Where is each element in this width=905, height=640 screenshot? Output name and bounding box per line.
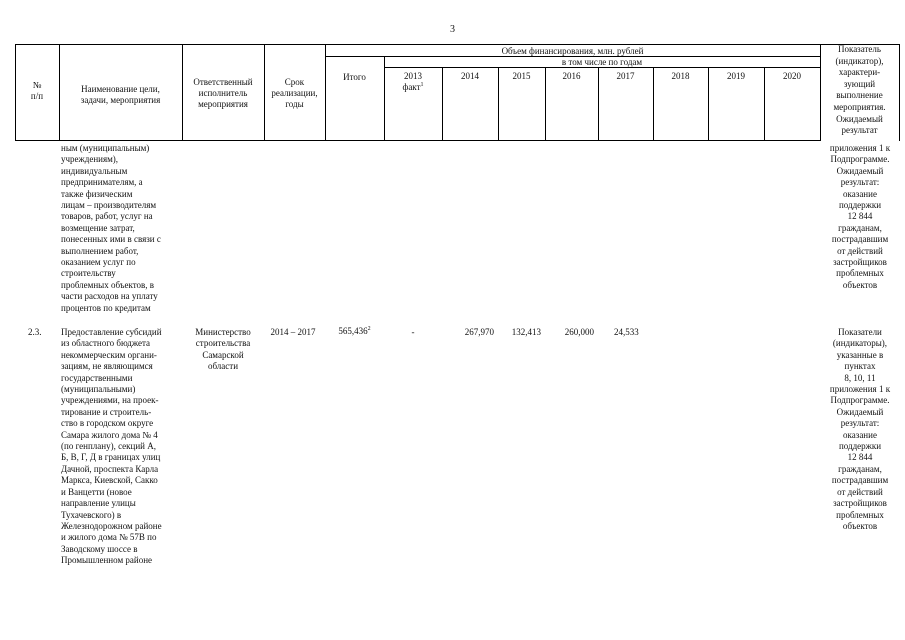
header-year-2013 bbox=[384, 71, 442, 93]
row-2-3-2014: 267,970 bbox=[464, 327, 494, 337]
header-year-2017: 2017 bbox=[616, 71, 635, 81]
header-term: Срок реализации, годы bbox=[271, 77, 318, 109]
row-2-3-2015: 132,413 bbox=[511, 327, 541, 337]
header-year-2015: 2015 bbox=[512, 71, 531, 81]
row-2-3-2016: 260,000 bbox=[564, 327, 594, 337]
header-number: № п/п bbox=[30, 80, 44, 101]
header-indicator: Показатель (индикатор), характери- зующий выполнение мероприятия. Ожидаемый результат bbox=[833, 44, 886, 136]
page-number: 3 bbox=[450, 24, 455, 35]
row-2-3-term: 2014 – 2017 bbox=[270, 327, 316, 337]
header-year-2019: 2019 bbox=[727, 71, 745, 81]
row-2-3-total-footnote: 2 bbox=[367, 326, 371, 332]
row-continued-indicator: приложения 1 к Подпрограмме. Ожидаемый результат: оказание поддержки 12 844 гражданам, пострадавшим от действий застройщиков проблемных объектов bbox=[829, 143, 891, 290]
header-funding-title: Объем финансирования, млн. рублей bbox=[501, 46, 644, 56]
row-2-3-total-value: 565,436 bbox=[338, 326, 368, 336]
header-year-2018: 2018 bbox=[671, 71, 690, 81]
row-2-3-executor: Министерство строительства Самарской области bbox=[195, 327, 251, 372]
year-2013-footnote: 1 bbox=[420, 82, 424, 88]
header-by-years: в том числе по годам bbox=[561, 57, 643, 67]
row-2-3-name: Предоставление субсидий из областного бюджета некоммерческим органи- зациям, не являющимся государственными (муниципальными) учреждениями, на проек- тирование и строитель- ство в городском округе Самара жилого дома № 4 (по генплану), секций А, Б, В, Г, Д в границах улиц Дачной, проспекта Карла Маркса, Киевской, Сакко и Ванцетти (новое направление улицы Тухачевского) в Железнодорожном районе и жилого дома № 57В по Заводскому шоссе в Промышленном районе bbox=[61, 327, 162, 566]
row-2-3-total bbox=[325, 326, 384, 337]
header-year-2014: 2014 bbox=[461, 71, 479, 81]
header-year-2016: 2016 bbox=[562, 71, 581, 81]
header-executor: Ответственный исполнитель мероприятия bbox=[193, 77, 253, 109]
header-name: Наименование цели, задачи, мероприятия bbox=[80, 84, 161, 105]
year-2013-label: 2013 bbox=[404, 71, 422, 81]
header-year-2020: 2020 bbox=[783, 71, 801, 81]
header-total: Итого bbox=[343, 72, 366, 82]
row-2-3-number: 2.3. bbox=[28, 327, 42, 337]
row-2-3-2013: - bbox=[411, 327, 415, 337]
row-2-3-2017: 24,533 bbox=[614, 327, 639, 337]
year-2013-note: факт bbox=[402, 82, 421, 92]
row-2-3-indicator: Показатели (индикаторы), указанные в пунктах 8, 10, 11 приложения 1 к Подпрограмме. Ожидаемый результат: оказание поддержки 12 844 гражданам, пострадавшим от действий застройщиков проблемных объектов bbox=[829, 327, 891, 531]
row-continued-name: ным (муниципальным) учреждениям), индивидуальным предпринимателям, а также физическим лицам – производителям товаров, работ, услуг на возмещение затрат, понесенных ими в связи с выполнением работ, оказанием услуг по строительству проблемных объектов, в части расходов на уплату процентов по кредитам bbox=[61, 143, 161, 313]
